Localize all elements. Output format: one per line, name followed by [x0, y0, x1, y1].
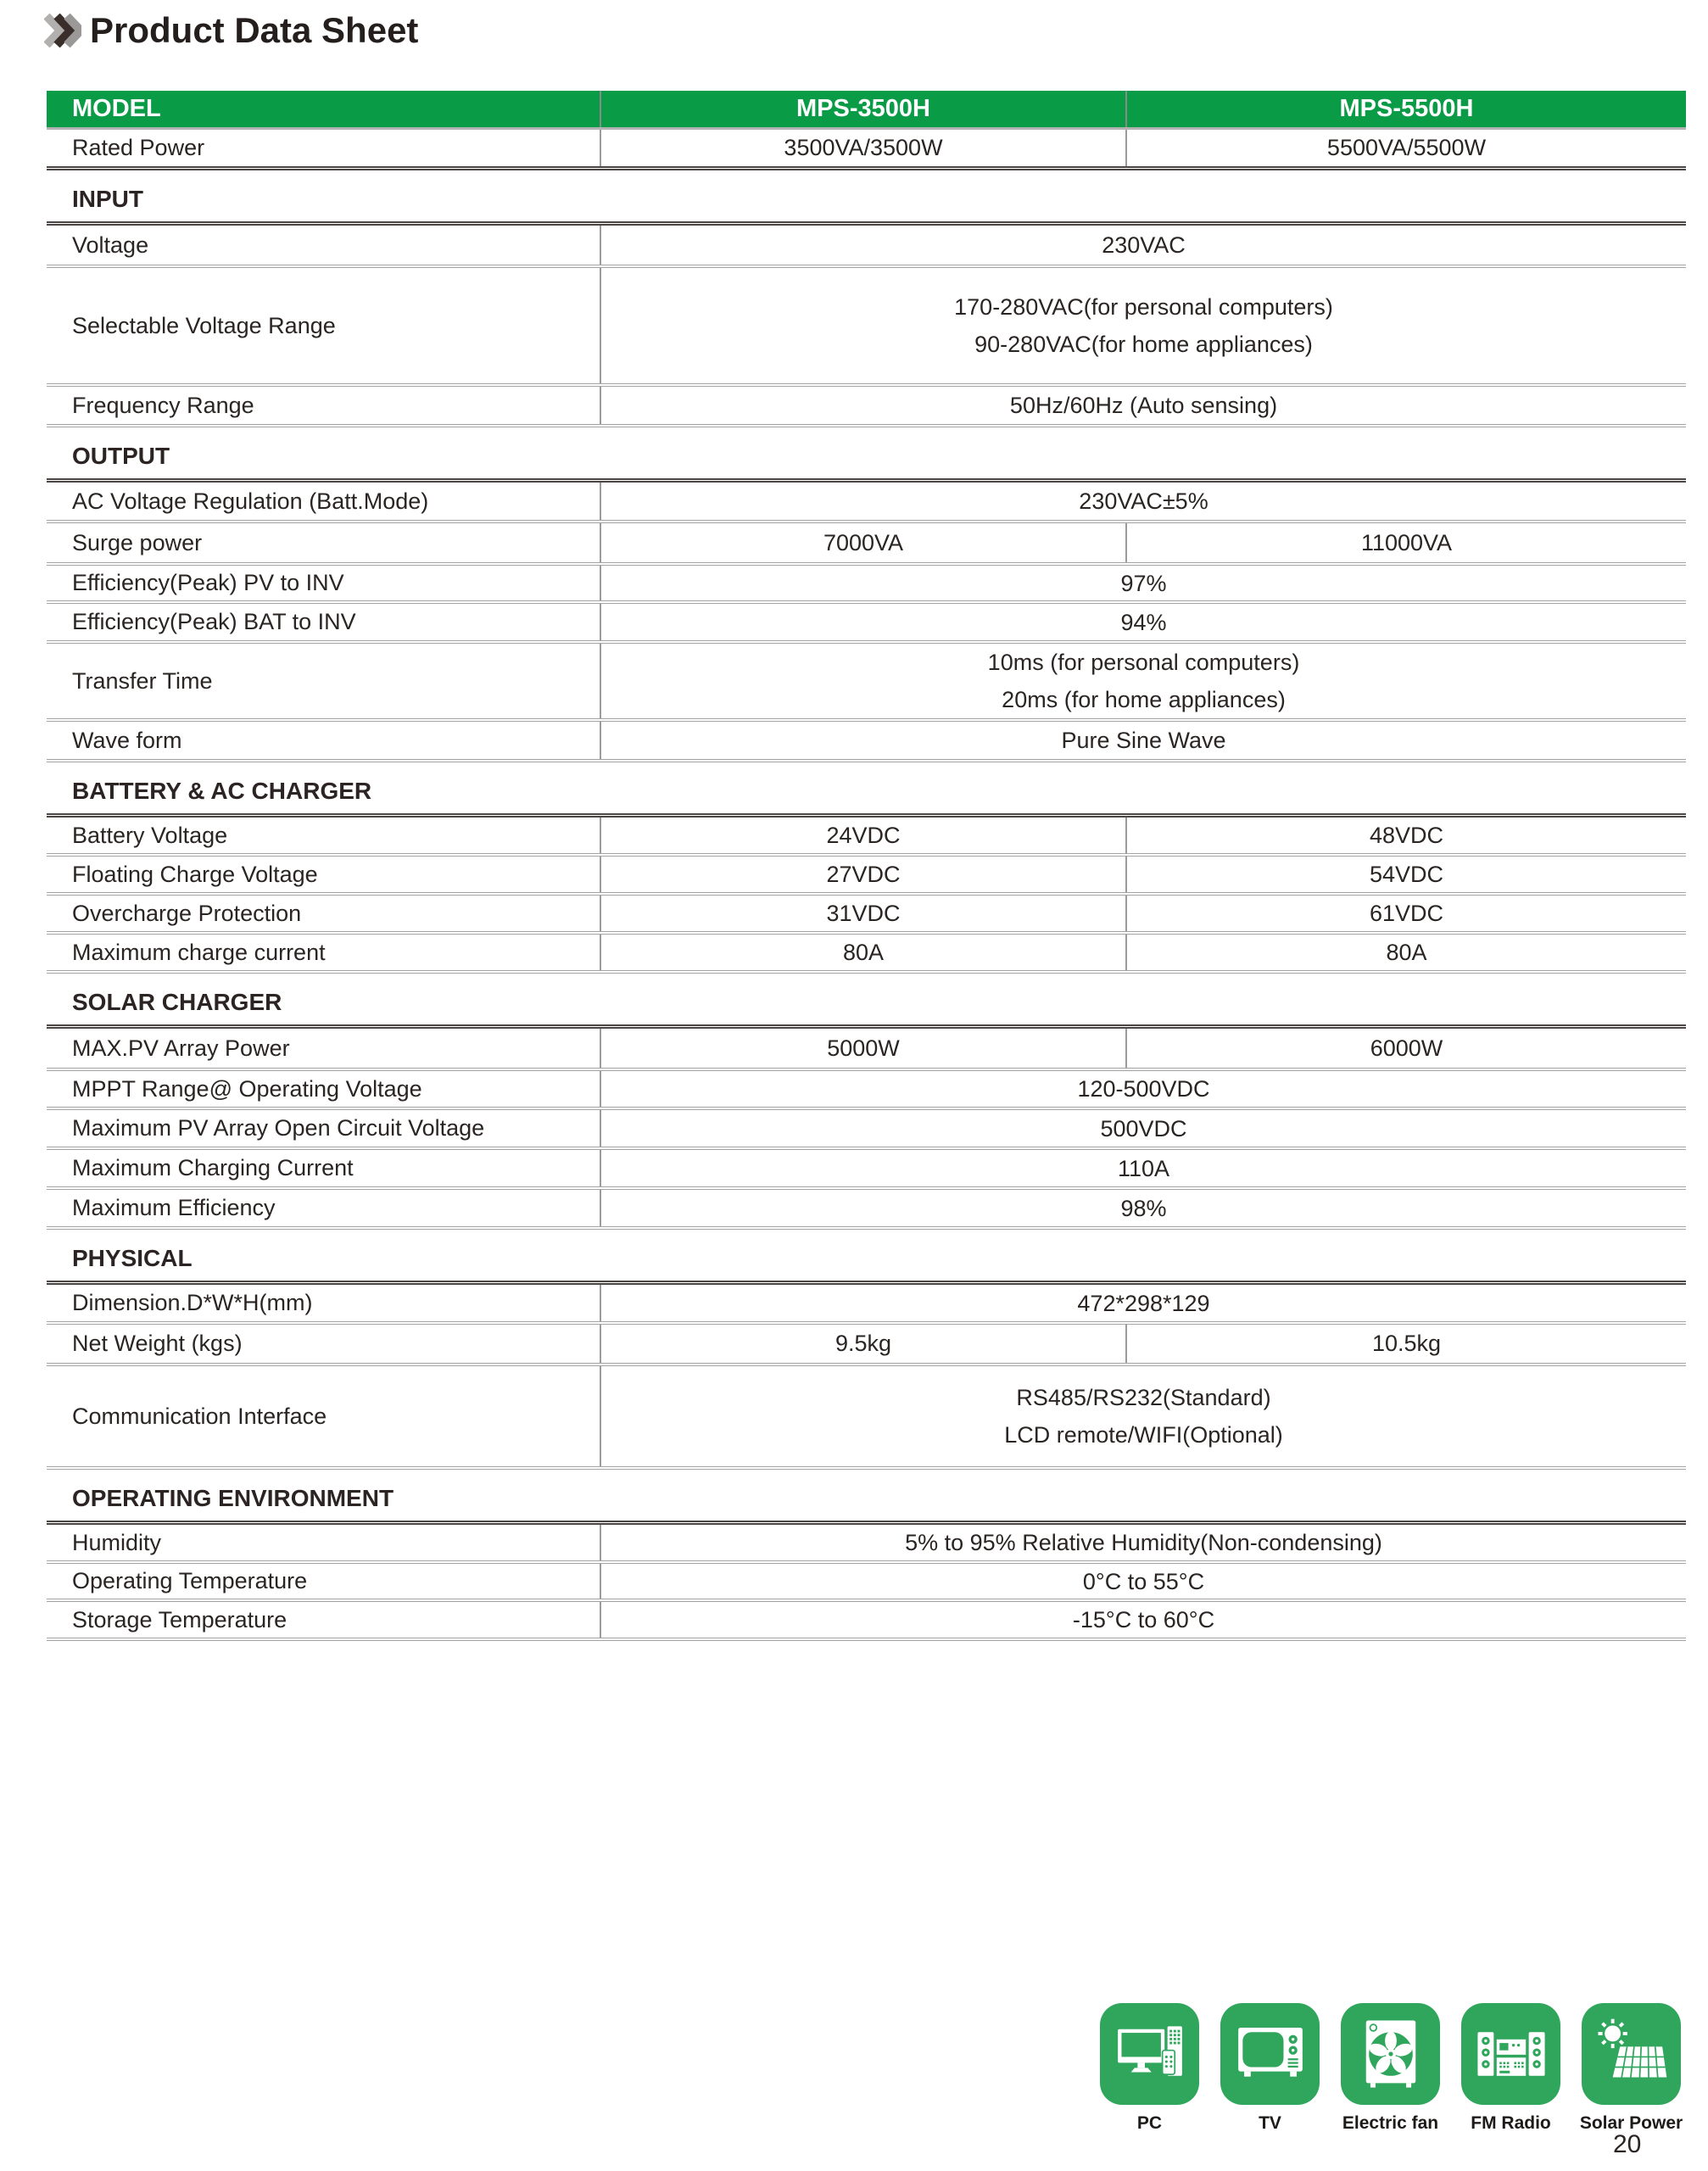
table-row — [47, 604, 1686, 644]
row-value: 230VAC±5% — [600, 483, 1686, 520]
row-value-line: 10ms (for personal computers) — [987, 650, 1300, 675]
row-value-b: 10.5kg — [1125, 1325, 1686, 1363]
table-row — [47, 818, 1686, 857]
table-row — [47, 1110, 1686, 1150]
row-label: Maximum charge current — [72, 939, 326, 965]
row-label: Humidity — [72, 1529, 162, 1555]
table-row — [47, 1285, 1686, 1325]
appliance-tile — [1582, 2003, 1681, 2105]
row-label: Maximum PV Array Open Circuit Voltage — [72, 1115, 485, 1141]
row-label: AC Voltage Regulation (Batt.Mode) — [72, 488, 429, 514]
row-value-b: 48VDC — [1125, 818, 1686, 853]
page-header — [44, 10, 418, 51]
row-value-a: 80A — [600, 935, 1125, 970]
row-label: Net Weight (kgs) — [72, 1331, 243, 1356]
row-label: Surge power — [72, 529, 203, 555]
row-value: -15°C to 60°C — [600, 1602, 1686, 1638]
row-value: 500VDC — [600, 1110, 1686, 1147]
table-row — [47, 644, 1686, 722]
row-value-b: 61VDC — [1125, 896, 1686, 931]
appliance-label: FM Radio — [1471, 2113, 1551, 2133]
row-label: Efficiency(Peak) BAT to INV — [72, 609, 356, 634]
row-value: 94% — [600, 604, 1686, 640]
row-value: 97% — [600, 566, 1686, 600]
table-row — [47, 130, 1686, 170]
row-label: Voltage — [72, 232, 149, 258]
solar-power-icon — [1595, 2018, 1668, 2090]
row-label: Overcharge Protection — [72, 900, 302, 926]
row-label: Storage Temperature — [72, 1606, 287, 1632]
row-value-line: RS485/RS232(Standard) — [1016, 1385, 1271, 1410]
page-title: Product Data Sheet — [90, 10, 419, 50]
row-label: Battery Voltage — [72, 822, 228, 848]
table-row — [47, 387, 1686, 427]
section-header: INPUT — [47, 170, 1686, 226]
fm-radio-icon — [1475, 2018, 1548, 2090]
double-chevrons-icon — [44, 13, 81, 48]
row-label: Dimension.D*W*H(mm) — [72, 1290, 313, 1315]
model-b-header: MPS-5500H — [1125, 91, 1686, 127]
row-value-b: 80A — [1125, 935, 1686, 970]
row-value-a: 3500VA/3500W — [600, 130, 1125, 166]
row-label: Maximum Charging Current — [72, 1155, 354, 1180]
row-value: 230VAC — [600, 226, 1686, 265]
row-label: Selectable Voltage Range — [72, 312, 336, 338]
model-column-header: MODEL — [72, 95, 161, 122]
table-row — [47, 566, 1686, 604]
table-header-row — [47, 91, 1686, 130]
row-value-a: 5000W — [600, 1029, 1125, 1068]
table-row — [47, 523, 1686, 566]
table-row — [47, 1190, 1686, 1230]
table-row — [47, 1150, 1686, 1190]
row-label: Rated Power — [72, 135, 205, 160]
row-value: 0°C to 55°C — [600, 1564, 1686, 1599]
appliance-tile — [1461, 2003, 1560, 2105]
row-value — [600, 1366, 1686, 1466]
supported-appliances — [1100, 2003, 1681, 2134]
table-row — [47, 1564, 1686, 1602]
appliance-label: Electric fan — [1342, 2113, 1439, 2133]
row-value: 50Hz/60Hz (Auto sensing) — [600, 387, 1686, 424]
row-label: Floating Charge Voltage — [72, 861, 318, 887]
appliance-label: PC — [1136, 2113, 1163, 2133]
section-header: OUTPUT — [47, 427, 1686, 483]
electric-fan-icon — [1354, 2018, 1427, 2090]
appliance-label: Solar Power — [1579, 2113, 1683, 2133]
tv-icon — [1234, 2018, 1307, 2090]
table-row — [47, 1602, 1686, 1641]
section-header: BATTERY & AC CHARGER — [47, 762, 1686, 818]
row-value-a: 31VDC — [600, 896, 1125, 931]
appliance-item — [1100, 2003, 1199, 2134]
row-value — [600, 268, 1686, 383]
section-header: OPERATING ENVIRONMENT — [47, 1470, 1686, 1525]
section-header: PHYSICAL — [47, 1230, 1686, 1285]
table-row — [47, 1325, 1686, 1366]
row-value-a: 27VDC — [600, 857, 1125, 892]
row-label: MPPT Range@ Operating Voltage — [72, 1075, 422, 1102]
row-label: MAX.PV Array Power — [72, 1035, 290, 1061]
row-label: Maximum Efficiency — [72, 1195, 276, 1220]
row-value: 98% — [600, 1190, 1686, 1226]
table-row — [47, 1366, 1686, 1470]
row-value-line: 20ms (for home appliances) — [1002, 687, 1286, 712]
row-value-b: 11000VA — [1125, 523, 1686, 562]
appliance-item — [1461, 2003, 1560, 2134]
appliance-item — [1220, 2003, 1320, 2134]
row-label: Communication Interface — [72, 1403, 327, 1429]
row-value: Pure Sine Wave — [600, 722, 1686, 759]
appliance-tile — [1341, 2003, 1440, 2105]
appliance-item — [1579, 2003, 1683, 2134]
row-value — [600, 644, 1686, 718]
table-row — [47, 268, 1686, 387]
row-value-line: LCD remote/WIFI(Optional) — [1004, 1422, 1283, 1448]
table-row — [47, 935, 1686, 974]
row-value-a: 9.5kg — [600, 1325, 1125, 1363]
row-value: 5% to 95% Relative Humidity(Non-condensing) — [600, 1525, 1686, 1560]
row-label: Efficiency(Peak) PV to INV — [72, 570, 344, 595]
table-row — [47, 722, 1686, 762]
row-value-a: 7000VA — [600, 523, 1125, 562]
row-value: 120-500VDC — [600, 1071, 1686, 1107]
table-row — [47, 1029, 1686, 1071]
appliance-label: TV — [1259, 2113, 1281, 2133]
row-label: Wave form — [72, 727, 182, 753]
row-value: 110A — [600, 1150, 1686, 1186]
row-value: 472*298*129 — [600, 1285, 1686, 1321]
row-value-b: 5500VA/5500W — [1125, 130, 1686, 166]
model-a-header: MPS-3500H — [600, 91, 1125, 127]
table-row — [47, 226, 1686, 268]
row-value-b: 6000W — [1125, 1029, 1686, 1068]
row-value-line: 170-280VAC(for personal computers) — [954, 294, 1333, 320]
row-label: Frequency Range — [72, 392, 254, 418]
page-number: 20 — [1613, 2130, 1642, 2158]
row-value-b: 54VDC — [1125, 857, 1686, 892]
table-row — [47, 483, 1686, 523]
appliance-tile — [1220, 2003, 1320, 2105]
section-header: SOLAR CHARGER — [47, 974, 1686, 1029]
table-row — [47, 857, 1686, 896]
table-row — [47, 896, 1686, 935]
appliance-item — [1341, 2003, 1440, 2134]
appliance-tile — [1100, 2003, 1199, 2105]
table-row — [47, 1071, 1686, 1110]
row-value-a: 24VDC — [600, 818, 1125, 853]
pc-icon — [1114, 2018, 1186, 2090]
row-label: Transfer Time — [72, 667, 213, 694]
spec-table — [47, 91, 1686, 1641]
row-value-line: 90-280VAC(for home appliances) — [974, 332, 1313, 357]
table-row — [47, 1525, 1686, 1564]
row-label: Operating Temperature — [72, 1568, 308, 1593]
